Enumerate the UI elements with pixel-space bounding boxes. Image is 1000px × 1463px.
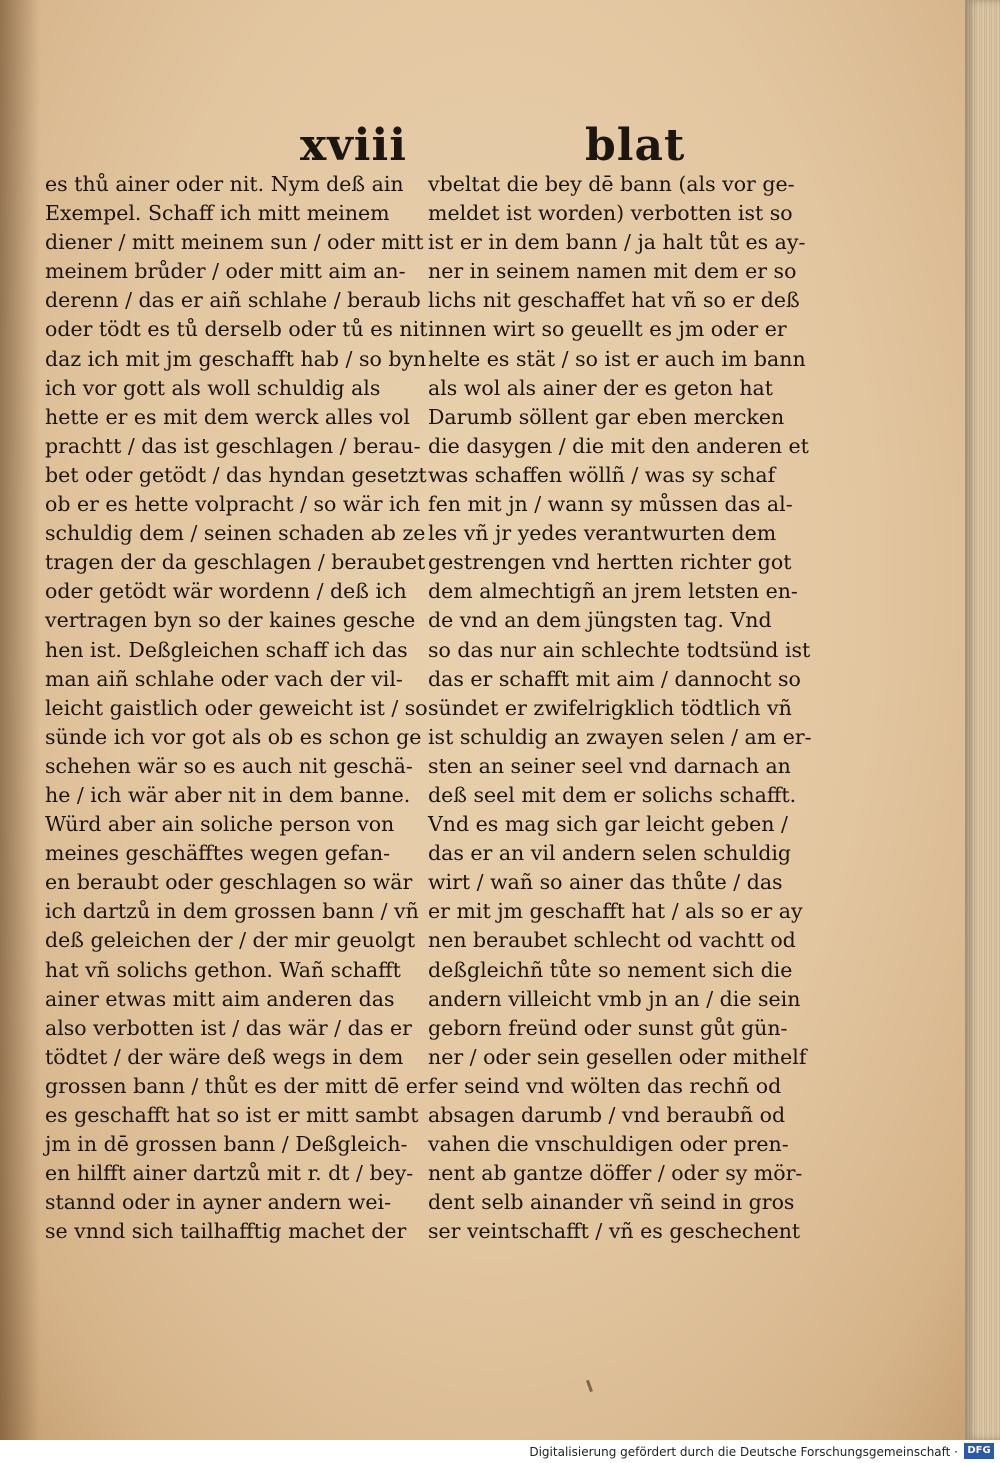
text-line: ner in seinem namen mit dem er so (428, 259, 797, 284)
text-line: meinem brůder / oder mitt aim an- (45, 259, 406, 284)
dfg-logo: DFG (964, 1443, 994, 1459)
text-line: deß seel mit dem er solichs schafft. (428, 782, 797, 807)
text-column-right (428, 170, 812, 1246)
text-line: die dasygen / die mit den anderen et (428, 433, 809, 458)
text-line: ist schuldig an zwayen selen / am er- (428, 724, 812, 749)
text-line: en hilfft ainer dartzů mit r. dt / bey- (45, 1161, 414, 1186)
text-line: helte es stät / so ist er auch im bann (428, 346, 806, 371)
text-line: hen ist. Deßgleichen schaff ich das (45, 637, 408, 662)
text-line: wirt / wañ so ainer das thůte / das (428, 870, 783, 895)
text-column-left (45, 170, 428, 1246)
text-line: vertragen byn so der kaines gesche (45, 608, 416, 633)
text-line: Würd aber ain soliche person von (45, 812, 395, 837)
text-line: sündet er zwifelrigklich tödtlich vñ (428, 695, 792, 720)
text-line: ist er in dem bann / ja halt tůt es ay- (428, 230, 806, 255)
text-line: oder tödt es tů derselb oder tů es nit (45, 317, 428, 342)
text-line: lichs nit geschaffet hat vñ so er deß (428, 288, 800, 313)
text-line: sünde ich vor got als ob es schon ge (45, 724, 422, 749)
text-line: geborn freünd oder sunst gůt gün- (428, 1015, 788, 1040)
text-line: dem almechtigñ an jrem letsten en- (428, 579, 798, 604)
text-line: tödtet / der wäre deß wegs in dem (45, 1044, 404, 1069)
page-edges (965, 0, 1000, 1440)
text-line: als wol als ainer der es geton hat (428, 375, 773, 400)
text-line: nen beraubet schlecht od vachtt od (428, 928, 796, 953)
footer-bar (0, 1440, 1000, 1463)
text-line: ich vor gott als woll schuldig als (45, 375, 381, 400)
text-line: oder getödt wär wordenn / deß ich (45, 579, 407, 604)
text-line: meldet ist worden) verbotten ist so (428, 201, 793, 226)
text-line: ainer etwas mitt aim anderen das (45, 986, 395, 1011)
text-line: schehen wär so es auch nit geschä- (45, 753, 413, 778)
text-line: so das nur ain schlechte todtsünd ist (428, 637, 811, 662)
text-line: also verbotten ist / das wär / das er (45, 1015, 412, 1040)
running-head-folio-number: xviii (300, 120, 407, 171)
text-line: ser veintschafft / vñ es geschechent (428, 1219, 801, 1244)
ink-mark (586, 1380, 593, 1392)
running-head-blat: blat (585, 120, 686, 171)
text-line: derenn / das er aiñ schlahe / beraub (45, 288, 421, 313)
text-line: ob er es hette volpracht / so wär ich (45, 492, 421, 517)
text-line: daz ich mit jm geschafft hab / so byn (45, 346, 427, 371)
text-line: deßgleichñ tůte so nement sich die (428, 957, 793, 982)
text-line: fer seind vnd wölten das rechñ od (428, 1073, 782, 1098)
text-line: deß geleichen der / der mir geuolgt (45, 928, 416, 953)
text-line: das er schafft mit aim / dannocht so (428, 666, 801, 691)
text-line: was schaffen wöllñ / was sy schaf (428, 462, 776, 487)
text-line: he / ich wär aber nit in dem banne. (45, 782, 411, 807)
text-line: ich dartzů in dem grossen bann / vñ (45, 899, 419, 924)
text-line: de vnd an dem jüngsten tag. Vnd (428, 608, 772, 633)
text-line: man aiñ schlahe oder vach der vil- (45, 666, 403, 691)
text-line: leicht gaistlich oder geweicht ist / so (45, 695, 428, 720)
text-line: er mit jm geschafft hat / als so er ay (428, 899, 803, 924)
text-line: nent ab gantze döffer / oder sy mör- (428, 1161, 803, 1186)
text-line: vbeltat die bey dē bann (als vor ge- (428, 172, 795, 196)
text-line: dent selb ainander vñ seind in gros (428, 1190, 795, 1215)
text-line: hette er es mit dem werck alles vol (45, 404, 410, 429)
text-line: es thů ainer oder nit. Nym deß ain (45, 172, 404, 196)
text-line: schuldig dem / seinen schaden ab ze (45, 521, 426, 546)
text-line: sten an seiner seel vnd darnach an (428, 753, 791, 778)
text-line: ner / oder sein gesellen oder mithelf (428, 1044, 807, 1069)
text-line: stannd oder in ayner andern wei- (45, 1190, 392, 1215)
text-line: grossen bann / thůt es der mitt dē er (45, 1073, 428, 1098)
text-line: das er an vil andern selen schuldig (428, 841, 792, 866)
text-line: meines geschäfftes wegen gefan- (45, 841, 390, 866)
text-line: innen wirt so geuellt es jm oder er (428, 317, 787, 342)
text-line: Darumb söllent gar eben mercken (428, 404, 785, 429)
text-line: hat vñ solichs gethon. Wañ schafft (45, 957, 401, 982)
text-line: andern villeicht vmb jn an / die sein (428, 986, 801, 1011)
page-gutter-shadow (0, 0, 40, 1440)
footer-credit: Digitalisierung gefördert durch die Deutsche Forschungsgemeinschaft · (529, 1445, 958, 1459)
text-line: se vnnd sich tailhafftig machet der (45, 1219, 407, 1244)
text-line: tragen der da geschlagen / beraubet (45, 550, 426, 575)
text-line: Exempel. Schaff ich mitt meinem (45, 201, 390, 226)
text-line: diener / mitt meinem sun / oder mitt (45, 230, 424, 255)
text-line: vahen die vnschuldigen oder pren- (428, 1132, 789, 1157)
text-line: fen mit jn / wann sy můssen das al- (428, 492, 793, 517)
text-line: bet oder getödt / das hyndan gesetzt (45, 462, 427, 487)
text-line: Vnd es mag sich gar leicht geben / (428, 812, 788, 837)
text-line: es geschafft hat so ist er mitt sambt (45, 1103, 419, 1127)
text-line: absagen darumb / vnd beraubñ od (428, 1103, 786, 1127)
text-line: jm in dē grossen bann / Deßgleich- (45, 1132, 408, 1157)
text-line: gestrengen vnd hertten richter got (428, 550, 792, 575)
text-line: les vñ jr yedes verantwurten dem (428, 521, 777, 546)
text-line: prachtt / das ist geschlagen / berau- (45, 433, 421, 458)
text-line: en beraubt oder geschlagen so wär (45, 870, 413, 895)
